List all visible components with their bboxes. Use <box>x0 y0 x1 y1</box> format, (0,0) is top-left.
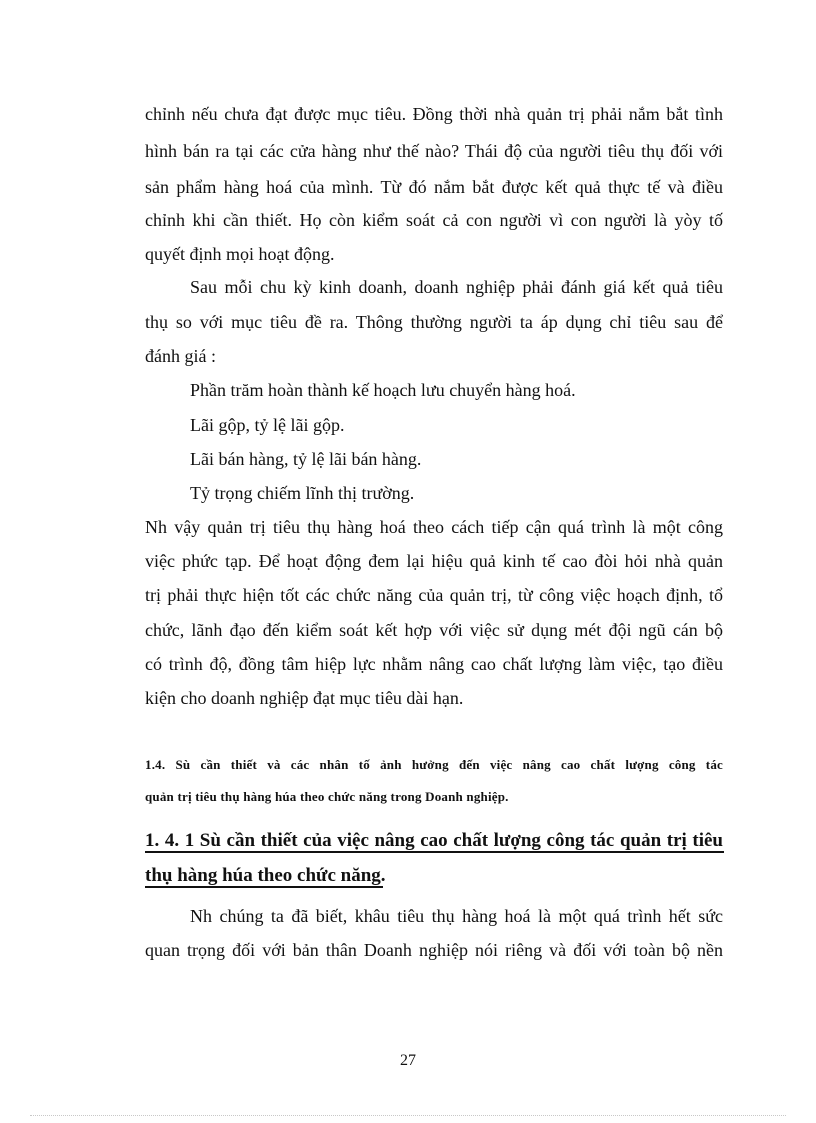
page-number: 27 <box>400 1052 416 1069</box>
text-line: quyết định mọi hoạt động. <box>145 244 335 264</box>
text-line: quan trọng đối với bản thân Doanh nghiệp nói riêng và đối với toàn bộ nền <box>145 940 723 960</box>
text-line: hình bán ra tại các cửa hàng như thế nào? Thái độ của người tiêu thụ đối với <box>145 141 723 161</box>
text-line: có trình độ, đồng tâm hiệp lực nhằm nâng cao chất lượng làm việc, tạo điều <box>145 654 723 674</box>
subsection-heading: thụ hàng húa theo chức năng. <box>145 865 386 886</box>
text-line: đánh giá : <box>145 346 216 366</box>
criteria-item: Tỷ trọng chiếm lĩnh thị trường. <box>190 483 415 503</box>
heading-underline <box>145 886 383 888</box>
text-line: Nh vậy quản trị tiêu thụ hàng hoá theo cách tiếp cận quá trình là một công <box>145 517 723 537</box>
text-line: sản phẩm hàng hoá của mình. Từ đó nắm bắt được kết quả thực tế và điều <box>145 177 723 197</box>
section-heading: 1.4. Sù cần thiết và các nhân tố ảnh hưởng đến việc nâng cao chất lượng công tác <box>145 757 723 772</box>
subsection-heading: 1. 4. 1 Sù cần thiết của việc nâng cao chất lượng công tác quản trị tiêu <box>145 830 723 851</box>
text-line: Sau mỗi chu kỳ kinh doanh, doanh nghiệp phải đánh giá kết quả tiêu <box>190 277 723 297</box>
text-line: thụ so với mục tiêu đề ra. Thông thường người ta áp dụng chỉ tiêu sau để <box>145 312 723 332</box>
text-line: kiện cho doanh nghiệp đạt mục tiêu dài hạn. <box>145 688 464 708</box>
text-line: chức, lãnh đạo đến kiểm soát kết hợp với việc sử dụng mét đội ngũ cán bộ <box>145 620 723 640</box>
text-line: việc phức tạp. Để hoạt động đem lại hiệu quả kinh tế cao đòi hỏi nhà quản <box>145 551 723 571</box>
page-border <box>30 1115 786 1116</box>
section-heading: quản trị tiêu thụ hàng húa theo chức năng trong Doanh nghiệp. <box>145 789 509 804</box>
text-line: chỉnh nếu chưa đạt được mục tiêu. Đồng thời nhà quản trị phải nắm bắt tình <box>145 104 723 124</box>
text-line: Nh chúng ta đã biết, khâu tiêu thụ hàng hoá là một quá trình hết sức <box>190 906 723 926</box>
text-line: trị phải thực hiện tốt các chức năng của quản trị, từ công việc hoạch định, tổ <box>145 585 723 605</box>
criteria-item: Phần trăm hoàn thành kế hoạch lưu chuyển hàng hoá. <box>190 380 576 400</box>
criteria-item: Lãi bán hàng, tỷ lệ lãi bán hàng. <box>190 449 422 469</box>
text-line: chỉnh khi cần thiết. Họ còn kiểm soát cả con người vì con người là yòy tố <box>145 210 723 230</box>
heading-underline <box>145 851 724 853</box>
criteria-item: Lãi gộp, tỷ lệ lãi gộp. <box>190 415 345 435</box>
